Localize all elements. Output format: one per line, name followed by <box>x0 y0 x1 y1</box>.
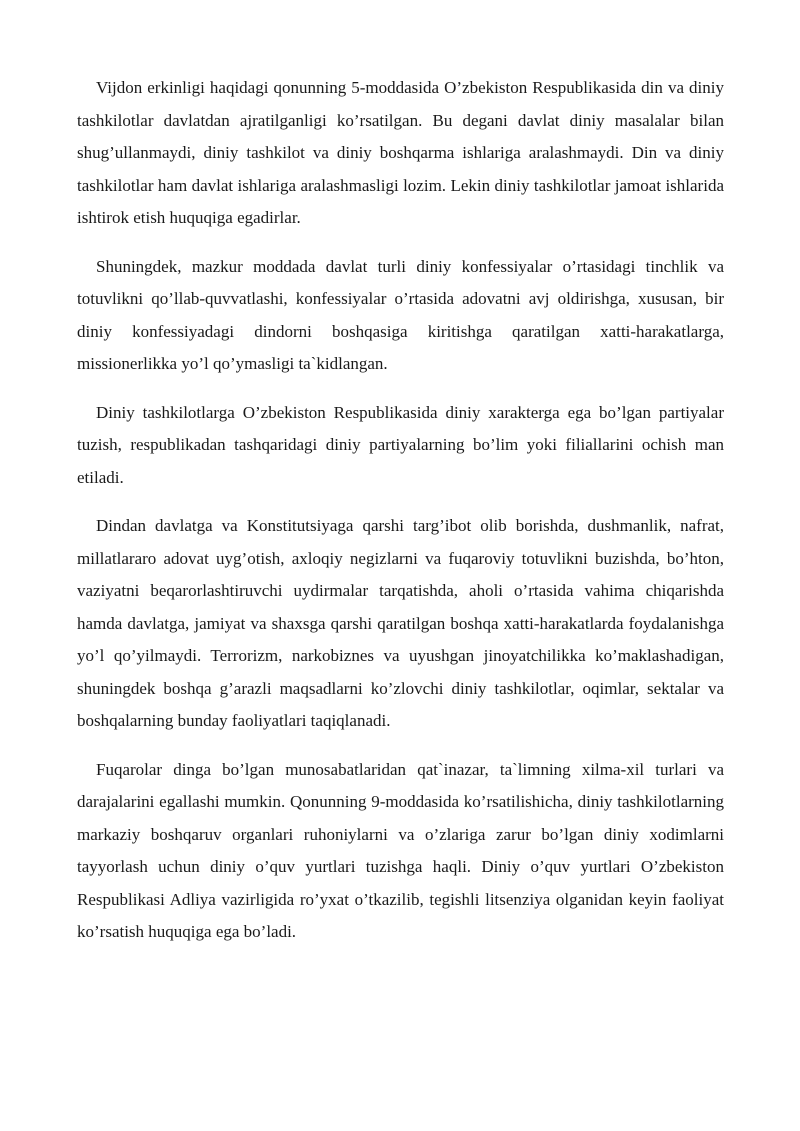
paragraph-1: Vijdon erkinligi haqidagi qonunning 5-moddasida O’zbekiston Respublikasida din va diniy tashkilotlar davlatdan ajratilganligi ko’rsatilgan. Bu degani davlat diniy masalalar bilan shug’ullanmaydi, diniy tashkilot va diniy boshqarma ishlariga aralashmaydi. Din va diniy tashkilotlar ham davlat ishlariga aralashmasligi lozim. Lekin diniy tashkilotlar jamoat ishlarida ishtirok etish huquqiga egadirlar. <box>77 78 724 227</box>
paragraph-4: Dindan davlatga va Konstitutsiyaga qarshi targ’ibot olib borishda, dushmanlik, nafrat, millatlararo adovat uyg’otish, axloqiy negizlarni va fuqaroviy totuvlikni buzishda, bo’hton, vaziyatni beqarorlashtiruvchi uydirmalar tarqatishda, aholi o’rtasida vahima chiqarishda hamda davlatga, jamiyat va shaxsga qarshi qaratilgan boshqa xatti-harakatlarda foydalanishga yo’l qo’yilmaydi. Terrorizm, narkobiznes va uyushgan jinoyatchilikka ko’maklashadigan, shuningdek boshqa g’arazli maqsadlarni ko’zlovchi diniy tashkilotlar, oqimlar, sektalar va boshqalarning bunday faoliyatlari taqiqlanadi. <box>77 516 724 730</box>
document-page <box>77 72 724 965</box>
paragraph-2: Shuningdek, mazkur moddada davlat turli diniy konfessiyalar o’rtasidagi tinchlik va totuvlikni qo’llab-quvvatlashi, konfessiyalar o’rtasida adovatni avj oldirishga, xususan, bir diniy konfessiyadagi dindorni boshqasiga kiritishga qaratilgan xatti-harakatlarga, missionerlikka yo’l qo’ymasligi ta`kidlangan. <box>77 256 724 373</box>
paragraph-3: Diniy tashkilotlarga O’zbekiston Respublikasida diniy xarakterga ega bo’lgan partiyalar tuzish, respublikadan tashqaridagi diniy partiyalarning bo’lim yoki filiallarini ochish man etiladi. <box>77 402 724 487</box>
paragraph-5: Fuqarolar dinga bo’lgan munosabatlaridan qat`inazar, ta`limning xilma-xil turlari va darajalarini egallashi mumkin. Qonunning 9-moddasida ko’rsatilishicha, diniy tashkilotlarning markaziy boshqaruv organlari ruhoniylarni va o’zlariga zarur bo’lgan diniy xodimlarni tayyorlash uchun diniy o’quv yurtlari tuzishga haqli. Diniy o’quv yurtlari O’zbekiston Respublikasi Adliya vazirligida ro’yxat o’tkazilib, tegishli litsenziya olganidan keyin faoliyat ko’rsatish huquqiga ega bo’ladi. <box>77 759 724 941</box>
